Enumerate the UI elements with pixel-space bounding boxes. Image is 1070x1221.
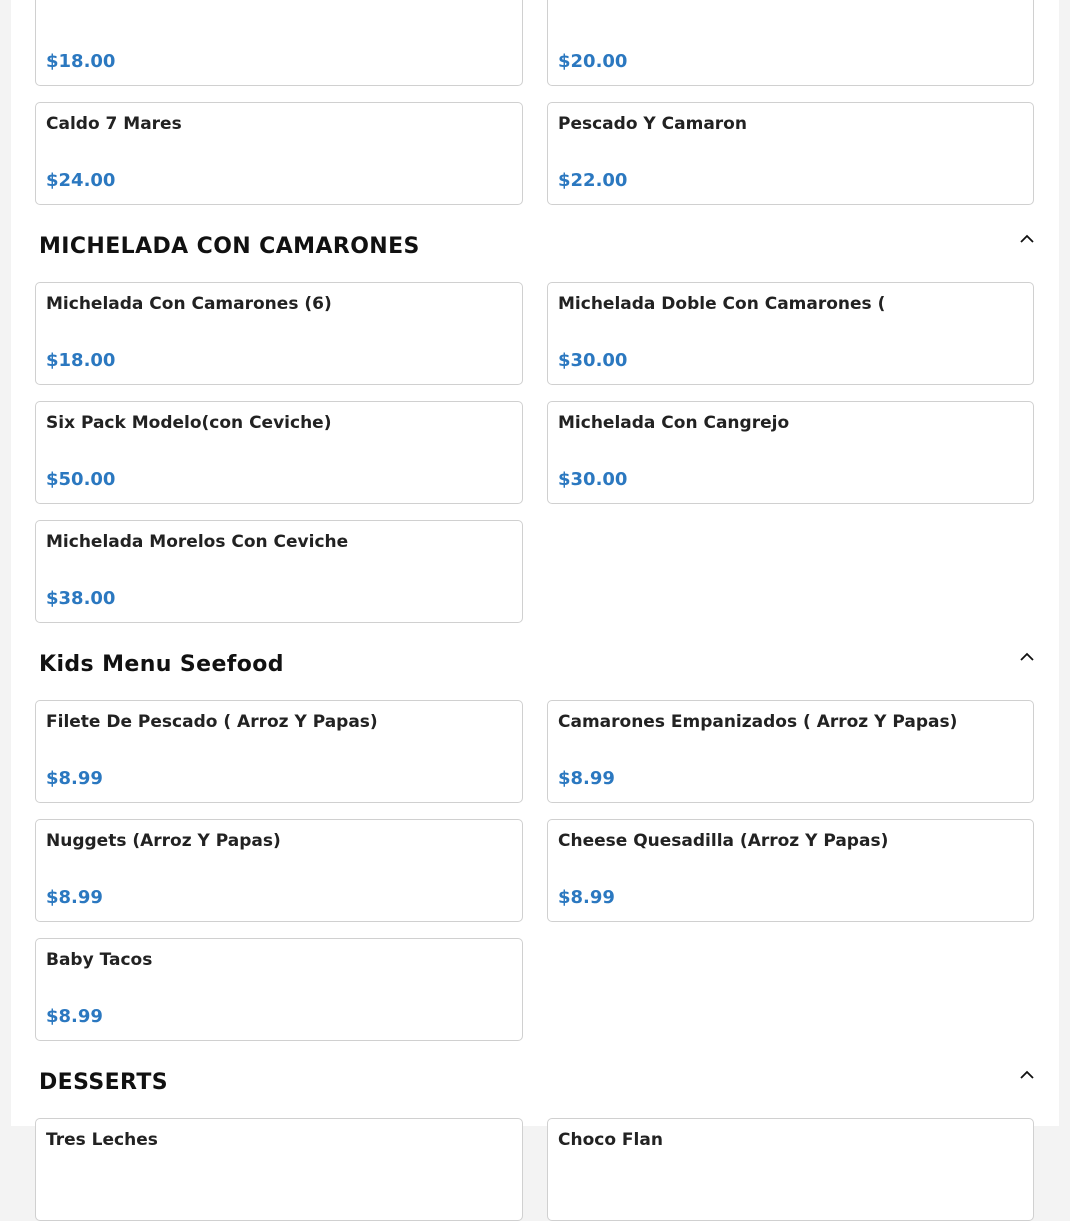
item-price: $8.99 <box>46 887 103 908</box>
menu-item-card[interactable] <box>35 1118 523 1221</box>
menu-item-card[interactable] <box>547 1118 1034 1221</box>
item-price: $18.00 <box>46 51 116 72</box>
item-name: Michelada Morelos Con Ceviche <box>46 532 349 552</box>
section-title: DESSERTS <box>39 1070 169 1095</box>
menu-item-card[interactable] <box>547 282 1034 385</box>
item-price: $50.00 <box>46 469 116 490</box>
section-title: Kids Menu Seefood <box>39 652 284 677</box>
item-price: $38.00 <box>46 588 116 609</box>
section-items-grid <box>35 700 1034 1041</box>
item-name: Michelada Con Cangrejo <box>558 413 790 433</box>
section-title: MICHELADA CON CAMARONES <box>39 234 420 259</box>
menu-page <box>11 0 1059 1150</box>
item-price: $8.99 <box>558 768 615 789</box>
item-name: Nuggets (Arroz Y Papas) <box>46 831 281 851</box>
item-name: Six Pack Modelo(con Ceviche) <box>46 413 332 433</box>
item-name: Michelada Con Camarones (6) <box>46 294 332 314</box>
menu-item-card[interactable] <box>547 700 1034 803</box>
item-name: Caldo 7 Mares <box>46 114 182 134</box>
section-header-michelada[interactable] <box>35 205 1034 282</box>
menu-item-card[interactable] <box>547 401 1034 504</box>
section-items-grid <box>35 282 1034 623</box>
item-name: Filete De Pescado ( Arroz Y Papas) <box>46 712 378 732</box>
section-header-desserts[interactable] <box>35 1041 1034 1118</box>
chevron-up-icon[interactable] <box>1019 1069 1035 1081</box>
menu-item-card[interactable] <box>35 520 523 623</box>
menu-item-card[interactable] <box>35 700 523 803</box>
item-name: Tres Leches <box>46 1130 158 1150</box>
item-price: $24.00 <box>46 170 116 191</box>
item-name: Camarones Empanizados ( Arroz Y Papas) <box>558 712 958 732</box>
menu-item-card[interactable] <box>547 819 1034 922</box>
item-price: $8.99 <box>46 768 103 789</box>
menu-item-card[interactable] <box>35 282 523 385</box>
section-items-grid <box>35 1118 1034 1221</box>
menu-item-card[interactable] <box>35 938 523 1041</box>
item-price: $20.00 <box>558 51 628 72</box>
menu-item-card[interactable] <box>35 102 523 205</box>
menu-content <box>35 0 1034 1221</box>
item-price: $8.99 <box>46 1006 103 1027</box>
item-price: $22.00 <box>558 170 628 191</box>
chevron-up-icon[interactable] <box>1019 651 1035 663</box>
item-name: Cheese Quesadilla (Arroz Y Papas) <box>558 831 889 851</box>
item-price: $30.00 <box>558 469 628 490</box>
item-price: $30.00 <box>558 350 628 371</box>
item-price: $8.99 <box>558 887 615 908</box>
item-price: $18.00 <box>46 350 116 371</box>
item-name: Choco Flan <box>558 1130 663 1150</box>
menu-item-card[interactable] <box>35 819 523 922</box>
menu-item-card[interactable] <box>35 0 523 86</box>
menu-item-card[interactable] <box>547 102 1034 205</box>
top-items-grid <box>35 0 1034 205</box>
item-name: Baby Tacos <box>46 950 153 970</box>
chevron-up-icon[interactable] <box>1019 233 1035 245</box>
menu-item-card[interactable] <box>35 401 523 504</box>
section-header-kids-menu[interactable] <box>35 623 1034 700</box>
menu-item-card[interactable] <box>547 0 1034 86</box>
item-name: Michelada Doble Con Camarones ( <box>558 294 886 314</box>
item-name: Pescado Y Camaron <box>558 114 747 134</box>
